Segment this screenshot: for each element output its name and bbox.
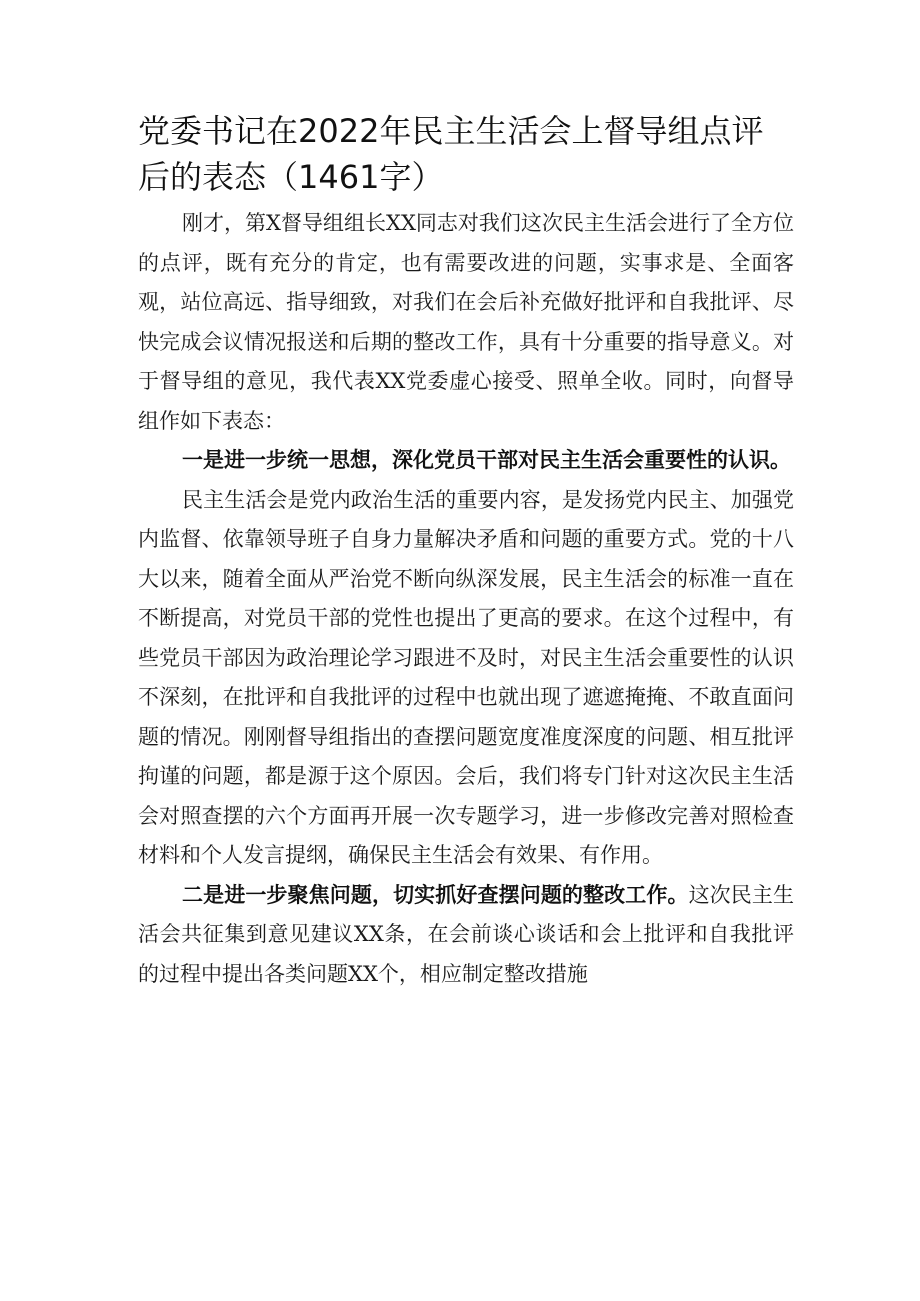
document-title: 党委书记在2022年民主生活会上督导组点评后的表态（1461字） — [138, 112, 764, 196]
opening-paragraph: 刚才，第X督导组组长XX同志对我们这次民主生活会进行了全方位的点评，既有充分的肯定，也有需要改进的问题，实事求是、全面客观，站位高远、指导细致，对我们在会后补充做好批评和自我批评、尽快完成会议情况报送和后期的整改工作，具有十分重要的指导意义。对于督导组的意见，我代表XX党委虚心接受、照单全收。同时，向督导组作如下表态： — [138, 211, 794, 433]
point-two-paragraph — [138, 876, 794, 995]
point-one-heading: 一是进一步统一思想，深化党员干部对民主生活会重要性的认识。 — [182, 448, 791, 472]
point-two-body: 这次民主生活会共征集到意见建议XX条，在会前谈心谈话和会上批评和自我批评的过程中提出各类问题XX个，相应制定整改措施 — [138, 882, 795, 986]
document-body — [138, 108, 794, 994]
point-two-heading: 二是进一步聚焦问题，切实抓好查摆问题的整改工作。 — [182, 882, 689, 907]
point-one-body: 民主生活会是党内政治生活的重要内容，是发扬党内民主、加强党内监督、依靠领导班子自身力量解决矛盾和问题的重要方式。党的十八大以来，随着全面从严治党不断向纵深发展，民主生活会的标准一直在不断提高，对党员干部的党性也提出了更高的要求。在这个过程中，有些党员干部因为政治理论学习跟进不及时，对民主生活会重要性的认识不深刻，在批评和自我批评的过程中也就出现了遮遮掩掩、不敢直面问题的情况。刚刚督导组指出的查摆问题宽度准度深度的问题、相互批评拘谨的问题，都是源于这个原因。会后，我们将专门针对这次民主生活会对照查摆的六个方面再开展一次专题学习，进一步修改完善对照检查材料和个人发言提纲，确保民主生活会有效果、有作用。 — [138, 487, 794, 867]
